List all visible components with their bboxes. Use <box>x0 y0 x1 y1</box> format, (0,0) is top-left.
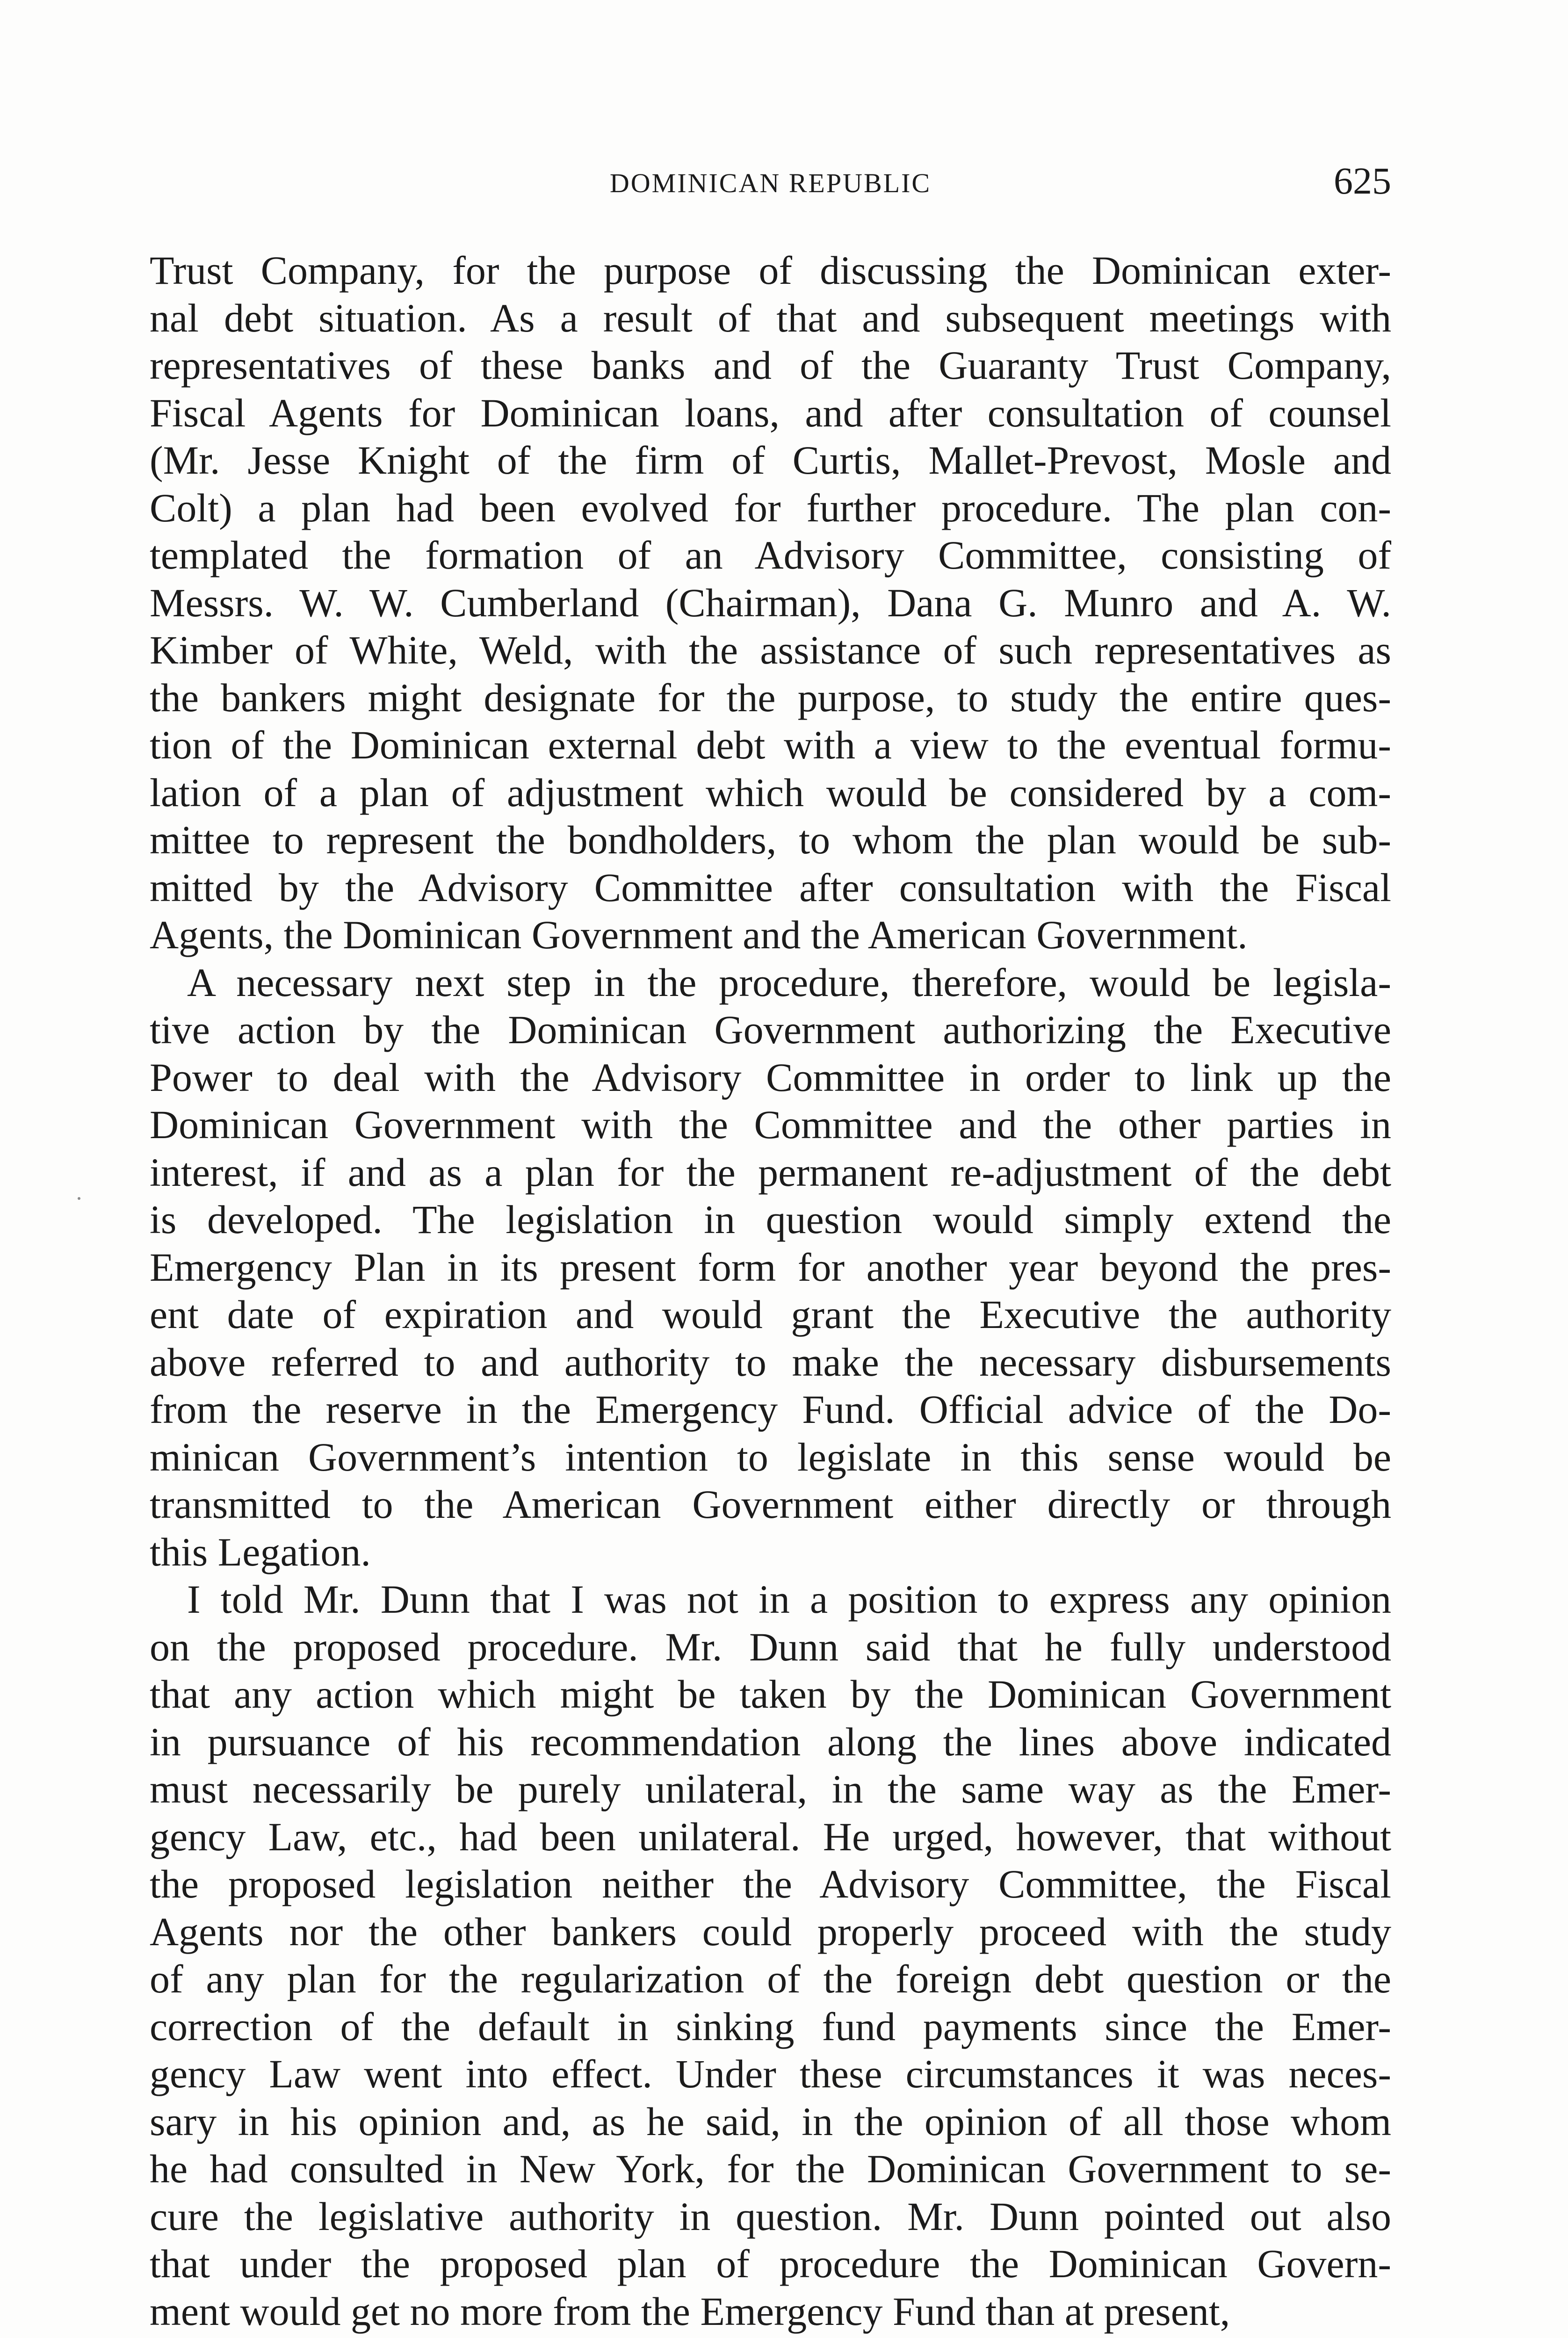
text-line: in pursuance of his recommendation along the lines above indicated <box>150 1719 1391 1764</box>
text-line: Power to deal with the Advisory Committee in order to link up the <box>150 1054 1391 1100</box>
text-line: on the proposed procedure. Mr. Dunn said that he fully understood <box>150 1624 1391 1669</box>
scan-speck <box>78 1197 80 1200</box>
text-line: he had consulted in New York, for the Dominican Government to se- <box>150 2146 1391 2191</box>
text-line: representatives of these banks and of the Guaranty Trust Company, <box>150 343 1391 388</box>
text-line: tive action by the Dominican Government authorizing the Executive <box>150 1007 1391 1052</box>
text-line: Agents, the Dominican Government and the American Government. <box>150 912 1248 957</box>
text-line: Fiscal Agents for Dominican loans, and after consultation of counsel <box>150 390 1391 435</box>
text-line: gency Law, etc., had been unilateral. He urged, however, that without <box>150 1814 1391 1859</box>
text-line: mitted by the Advisory Committee after consultation with the Fiscal <box>150 865 1391 910</box>
text-line: (Mr. Jesse Knight of the firm of Curtis, Mallet-Prevost, Mosle and <box>150 438 1391 483</box>
page-header <box>150 159 1391 206</box>
text-line: that any action which might be taken by the Dominican Government <box>150 1672 1391 1717</box>
text-line: lation of a plan of adjustment which would be considered by a com- <box>150 770 1391 815</box>
text-line: minican Government’s intention to legislate in this sense would be <box>150 1434 1391 1479</box>
text-line: transmitted to the American Government either directly or through <box>150 1482 1391 1527</box>
text-line: Agents nor the other bankers could properly proceed with the study <box>150 1909 1391 1954</box>
text-line: nal debt situation. As a result of that and subsequent meetings with <box>150 295 1391 340</box>
text-line: I told Mr. Dunn that I was not in a position to express any opinion <box>187 1577 1391 1622</box>
text-line: tion of the Dominican external debt with a view to the eventual formu- <box>150 722 1391 767</box>
text-line: Colt) a plan had been evolved for further procedure. The plan con- <box>150 485 1391 530</box>
text-line: is developed. The legislation in question would simply extend the <box>150 1197 1391 1242</box>
text-line: ment would get no more from the Emergency Fund than at present, <box>150 2288 1230 2334</box>
text-line: sary in his opinion and, as he said, in the opinion of all those whom <box>150 2099 1391 2144</box>
text-line: Messrs. W. W. Cumberland (Chairman), Dana G. Munro and A. W. <box>150 580 1391 625</box>
text-line: Trust Company, for the purpose of discussing the Dominican exter- <box>150 248 1391 293</box>
text-line: mittee to represent the bondholders, to whom the plan would be sub- <box>150 817 1391 862</box>
text-line: that under the proposed plan of procedure the Dominican Govern- <box>150 2241 1391 2286</box>
text-line: this Legation. <box>150 1529 371 1574</box>
body-text <box>150 247 1391 2335</box>
text-line: Dominican Government with the Committee and the other parties in <box>150 1102 1391 1147</box>
text-line: Kimber of White, Weld, with the assistance of such representatives as <box>150 628 1391 672</box>
text-line: the bankers might designate for the purpose, to study the entire ques- <box>150 675 1391 720</box>
text-line: Emergency Plan in its present form for another year beyond the pres- <box>150 1244 1391 1290</box>
page-number: 625 <box>1334 159 1391 202</box>
running-head: DOMINICAN REPUBLIC <box>609 168 932 198</box>
text-line: A necessary next step in the procedure, therefore, would be legisla- <box>187 960 1391 1005</box>
text-line: interest, if and as a plan for the permanent re-adjustment of the debt <box>150 1149 1391 1195</box>
text-line: cure the legislative authority in question. Mr. Dunn pointed out also <box>150 2194 1391 2239</box>
text-line: ent date of expiration and would grant the Executive the authority <box>150 1292 1391 1337</box>
text-line: above referred to and authority to make the necessary disbursements <box>150 1339 1391 1385</box>
text-line: must necessarily be purely unilateral, in the same way as the Emer- <box>150 1767 1391 1811</box>
text-line: of any plan for the regularization of the foreign debt question or the <box>150 1956 1391 2001</box>
text-line: templated the formation of an Advisory Committee, consisting of <box>150 533 1391 577</box>
text-line: gency Law went into effect. Under these circumstances it was neces- <box>150 2051 1391 2096</box>
text-line: from the reserve in the Emergency Fund. Official advice of the Do- <box>150 1387 1391 1432</box>
text-line: the proposed legislation neither the Advisory Committee, the Fiscal <box>150 1862 1391 1906</box>
text-line: correction of the default in sinking fund payments since the Emer- <box>150 2004 1391 2049</box>
